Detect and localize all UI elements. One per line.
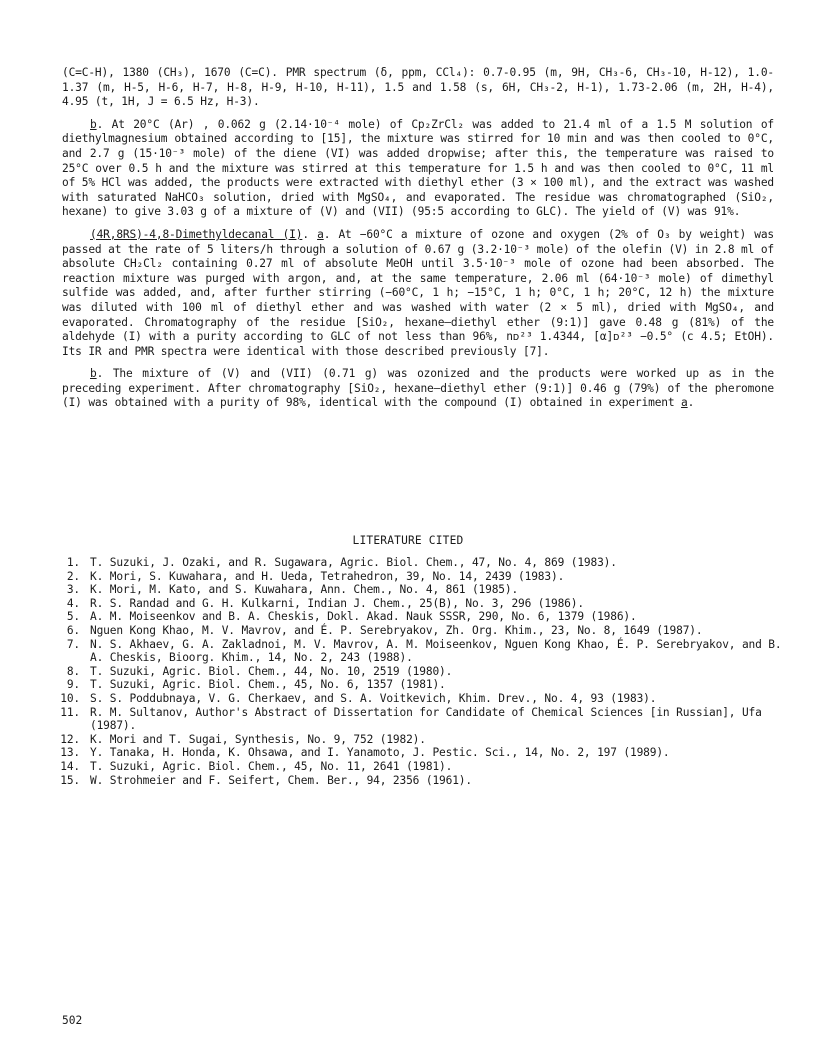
reference-item	[56, 665, 786, 679]
experiment-b2-end-label: a	[681, 396, 688, 410]
experiment-b-label: b	[90, 117, 97, 131]
reference-text: Nguen Kong Khao, M. V. Mavrov, and É. P. Serebryakov, Zh. Org. Khim., 23, No. 8, 1649 (1987).	[90, 623, 703, 637]
reference-list	[56, 556, 786, 787]
reference-number: 6.	[66, 623, 80, 637]
reference-number: 7.	[66, 637, 80, 651]
reference-text: Y. Tanaka, H. Honda, K. Ohsawa, and I. Yanamoto, J. Pestic. Sci., 14, No. 2, 197 (1989).	[90, 746, 670, 760]
reference-text: W. Strohmeier and F. Seifert, Chem. Ber., 94, 2356 (1961).	[90, 773, 472, 787]
reference-text: R. S. Randad and G. H. Kulkarni, Indian J. Chem., 25(B), No. 3, 296 (1986).	[90, 596, 584, 610]
aldehyde-synthesis-paragraph: (4R,8RS)-4,8-Dimethyldecanal (I). a. At −60°C a mixture of ozone and oxygen (2% of O₃ by weight) was passed at the rate of 5 liters/h through a solution of 0.67 g (3.2·10⁻³ mole) of the olefin (V) in 2.8 ml of absolute CH₂Cl₂ containing 0.27 ml of absolute MeOH until 3.5·10⁻³ mole of ozone had been absorbed. The reaction mixture was purged with argon, and, at the same temperature, 2.06 ml (64·10⁻³ mole) of dimethyl sulfide was added, and, after further stirring (−60°C, 1 h; −15°C, 1 h; 0°C, 1 h; 20°C, 12 h) the mixture was diluted with 100 ml of diethyl ether and was washed with water (2 × 5 ml), dried with MgSO₄, and evaporated. Chromatography of the residue [SiO₂, hexane–diethyl ether (9:1)] gave 0.48 g (81%) of the aldehyde (I) with a purity according to GLC of not less than 96%, nᴅ²³ 1.4344, [α]ᴅ²³ −0.5° (c 4.5; EtOH). Its IR and PMR spectra were identical with those described previously [7].	[62, 227, 774, 358]
reference-text: A. M. Moiseenkov and B. A. Cheskis, Dokl. Akad. Nauk SSSR, 290, No. 6, 1379 (1986).	[90, 610, 637, 624]
reference-item	[56, 678, 786, 692]
reference-item	[56, 746, 786, 760]
reference-item	[56, 638, 786, 665]
reference-item	[56, 692, 786, 706]
reference-text: R. M. Sultanov, Author's Abstract of Dissertation for Candidate of Chemical Sciences [in Russian], Ufa (1987).	[90, 705, 762, 733]
reference-item	[56, 774, 786, 788]
reference-number: 10.	[60, 691, 80, 705]
reference-number: 4.	[66, 596, 80, 610]
intro-paragraph: (C=C-H), 1380 (CH₃), 1670 (C=C). PMR spectrum (δ, ppm, CCl₄): 0.7-0.95 (m, 9H, CH₃-6, CH₃-10, H-12), 1.0-1.37 (m, H-5, H-6, H-7, H-8, H-9, H-10, H-11), 1.5 and 1.58 (s, 6H, CH₃-2, H-1), 1.73-2.06 (m, 2H, H-4), 4.95 (t, 1H, J = 6.5 Hz, H-3).	[62, 66, 774, 109]
reference-item	[56, 760, 786, 774]
reference-number: 9.	[66, 678, 80, 692]
reference-text: T. Suzuki, J. Ozaki, and R. Sugawara, Agric. Biol. Chem., 47, No. 4, 869 (1983).	[90, 556, 617, 569]
reference-item	[56, 706, 786, 733]
reference-number: 1.	[66, 556, 80, 569]
reference-number: 3.	[66, 583, 80, 597]
reference-text: K. Mori, M. Kato, and S. Kuwahara, Ann. Chem., No. 4, 861 (1985).	[90, 583, 519, 597]
reference-number: 5.	[66, 610, 80, 624]
experimental-section	[62, 66, 774, 419]
experiment-b2-label: b	[90, 367, 97, 381]
experiment-b-text: . At 20°C (Ar) , 0.062 g (2.14·10⁻⁴ mole) of Cp₂ZrCl₂ was added to 21.4 ml of a 1.5 M solution of diethylmagnesium obtained according to [15], the mixture was stirred for 10 min and was then cooled to 0°C, and 2.7 g (15·10⁻³ mole) of the diene (VI) was added dropwise; after this, the temperature was raised to 25°C over 0.5 h and the mixture was stirred at this temperature for 1.5 h and was then cooled to 0°C, 11 ml of 5% HCl was added, the products were extracted with diethyl ether (3 × 100 ml), and the extract was washed with saturated NaHCO₃ solution, dried with MgSO₄, and evaporated. The residue was chromatographed (SiO₂, hexane) to give 3.03 g of a mixture of (V) and (VII) (95:5 according to GLC). The yield of (V) was 91%.	[62, 117, 774, 219]
reference-item	[56, 556, 786, 570]
reference-item	[56, 733, 786, 747]
reference-number: 2.	[66, 569, 80, 583]
reference-text: S. S. Poddubnaya, V. G. Cherkaev, and S. A. Voitkevich, Khim. Drev., No. 4, 93 (1983).	[90, 691, 657, 705]
reference-number: 12.	[60, 732, 80, 746]
reference-number: 11.	[60, 705, 80, 719]
reference-item	[56, 624, 786, 638]
ozonization-paragraph	[62, 367, 774, 411]
reference-text: T. Suzuki, Agric. Biol. Chem., 44, No. 10, 2519 (1980).	[90, 664, 453, 678]
reference-item	[56, 570, 786, 584]
literature-heading: LITERATURE CITED	[352, 534, 464, 547]
reference-number: 13.	[60, 746, 80, 760]
reference-item	[56, 597, 786, 611]
reference-text: K. Mori, S. Kuwahara, and H. Ueda, Tetrahedron, 39, No. 14, 2439 (1983).	[90, 569, 565, 583]
page-number: 502	[62, 1014, 83, 1027]
compound-heading: (4R,8RS)-4,8-Dimethyldecanal (I)	[90, 227, 303, 241]
experiment-b2-end: .	[687, 396, 695, 410]
experiment-a-label: a	[317, 227, 324, 241]
reference-text: K. Mori and T. Sugai, Synthesis, No. 9, 752 (1982).	[90, 732, 426, 746]
reference-text: T. Suzuki, Agric. Biol. Chem., 45, No. 6, 1357 (1981).	[90, 678, 446, 692]
reference-number: 15.	[60, 773, 80, 787]
reference-number: 14.	[60, 759, 80, 773]
reference-text: T. Suzuki, Agric. Biol. Chem., 45, No. 11, 2641 (1981).	[90, 759, 453, 773]
experiment-a-text: . At −60°C a mixture of ozone and oxygen (2% of O₃ by weight) was passed at the rate of 5 liters/h through a solution of 0.67 g (3.2·10⁻³ mole) of the olefin (V) in 2.8 ml of absolute CH₂Cl₂ containing 0.27 ml of absolute MeOH until 3.5·10⁻³ mole of ozone had been absorbed. The reaction mixture was purged with argon, and, at the same temperature, 2.06 ml (64·10⁻³ mole) of dimethyl sulfide was added, and, after further stirring (−60°C, 1 h; −15°C, 1 h; 0°C, 1 h; 20°C, 12 h) the mixture was diluted with 100 ml of diethyl ether and was washed with water (2 × 5 ml), dried with MgSO₄, and evaporated. Chromatography of the residue [SiO₂, hexane–diethyl ether (9:1)] gave 0.48 g (81%) of the aldehyde (I) with a purity according to GLC of not less than 96%, nᴅ²³ 1.4344, [α]ᴅ²³ −0.5° (c 4.5; EtOH). Its IR and PMR spectra were identical with those described previously [7].	[62, 227, 774, 358]
reference-text: N. S. Akhaev, G. A. Zakladnoi, M. V. Mavrov, A. M. Moiseenkov, Nguen Kong Khao, É. P. Serebryakov, and B. A. Cheskis, Bioorg. Khim., 14, No. 2, 243 (1988).	[90, 637, 782, 665]
reference-item	[56, 583, 786, 597]
reference-number: 8.	[66, 664, 80, 678]
experiment-b2-text: . The mixture of (V) and (VII) (0.71 g) was ozonized and the products were worked up as in the preceding experiment. After chromatography [SiO₂, hexane–diethyl ether (9:1)] 0.46 g (79%) of the pheromone (I) was obtained with a purity of 98%, identical with the compound (I) obtained in experiment	[62, 367, 774, 410]
reference-item	[56, 610, 786, 624]
experiment-b-paragraph	[62, 118, 774, 220]
